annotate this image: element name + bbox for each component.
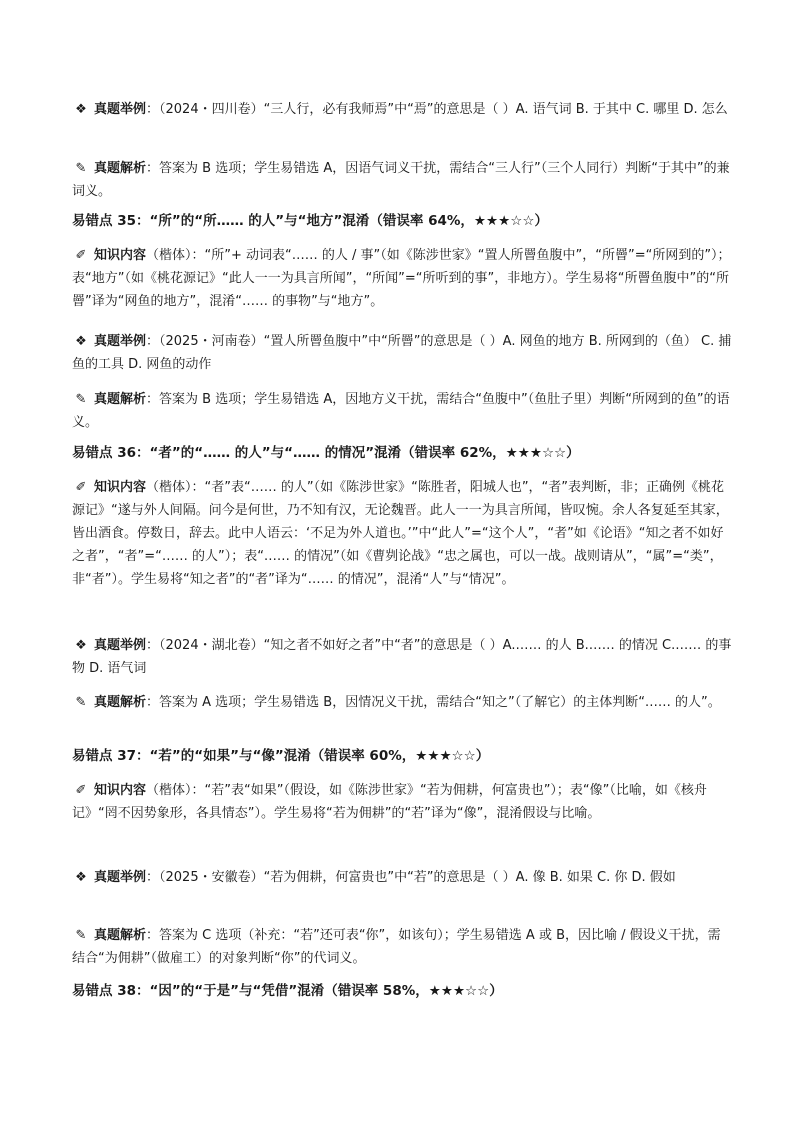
knowledge-label: 知识内容 [94, 783, 147, 798]
analysis-text: ：答案为 B 选项；学生易错选 A，因语气词义干扰，需结合“三人行”（三个人同行）判断“于其中”的兼词义。 [72, 161, 730, 199]
knowledge-content-35 [72, 244, 732, 313]
example-text: ：（2025・河南卷）“置人所罾鱼腹中”中“所罾”的意思是（ ）A. 网鱼的地方 B. 所网到的（鱼） C. 捕鱼的工具 D. 网鱼的动作 [72, 334, 732, 372]
pen-icon: ✐ [75, 480, 87, 495]
knowledge-content-37 [72, 779, 732, 825]
example-label: 真题举例 [94, 638, 147, 653]
exam-analysis-2 [72, 388, 732, 434]
error-point-heading-35: 易错点 35：“所”的“所…… 的人”与“地方”混淆（错误率 64%，★★★☆☆） [72, 213, 548, 229]
exam-example-2 [72, 330, 732, 376]
knowledge-text: （楷体）：“若”表“如果”（假设，如《陈涉世家》“若为佣耕，何富贵也”）；表“像”（比喻，如《核舟记》“罔不因势象形，各具情态”）。学生易将“若为佣耕”的“若”译为“像”，混淆假设与比喻。 [72, 783, 707, 821]
example-text: ：（2024・湖北卷）“知之者不如好之者”中“者”的意思是（ ）A.…… 的人 B.…… 的情况 C.…… 的事物 D. 语气词 [72, 638, 732, 676]
error-point-heading-38: 易错点 38：“因”的“于是”与“凭借”混淆（错误率 58%，★★★☆☆） [72, 983, 503, 999]
analysis-label: 真题解析 [94, 928, 147, 943]
knowledge-text: （楷体）：“所”+ 动词表“…… 的人 / 事”（如《陈涉世家》“置人所罾鱼腹中”，“所罾”=“所网到的”）；表“地方”（如《桃花源记》“此人一一为具言所闻”，“所闻”=“所听到的事”，非地方）。学生易将“所罾鱼腹中”的“所罾”译为“网鱼的地方”，混淆“…… 的事物”与“地方”。 [72, 248, 731, 309]
analysis-text: ：答案为 C 选项（补充：“若”还可表“你”，如该句）；学生易错选 A 或 B，因比喻 / 假设义干扰，需结合“为佣耕”（做雇工）的对象判断“你”的代词义。 [72, 928, 721, 966]
pencil-icon: ✎ [75, 161, 87, 176]
pen-icon: ✐ [75, 783, 87, 798]
analysis-text: ：答案为 B 选项；学生易错选 A，因地方义干扰，需结合“鱼腹中”（鱼肚子里）判断“所网到的鱼”的语义。 [72, 392, 730, 430]
pencil-icon: ✎ [75, 928, 87, 943]
pencil-icon: ✎ [75, 392, 87, 407]
example-label: 真题举例 [94, 102, 147, 117]
knowledge-label: 知识内容 [94, 248, 147, 263]
exam-example-4 [72, 866, 732, 889]
knowledge-text: （楷体）：“者”表“…… 的人”（如《陈涉世家》“陈胜者，阳城人也”，“者”表判断，非；正确例《桃花源记》“遂与外人间隔。问今是何世，乃不知有汉，无论魏晋。此人一一为具言所闻，皆叹惋。余人各复延至其家，皆出酒食。停数日，辞去。此中人语云：‘不足为外人道也。’”中“此人”=“这个人”，“者”如《论语》“知之者不如好之者”，“者”=“…… 的人”）；表“…… 的情况”（如《曹刿论战》“忠之属也，可以一战。战则请从”，“属”=“类”，非“者”）。学生易将“知之者”的“者”译为“…… 的情况”，混淆“人”与“情况”。 [72, 480, 729, 587]
exam-analysis-3 [72, 691, 732, 714]
knowledge-label: 知识内容 [94, 480, 147, 495]
analysis-label: 真题解析 [94, 161, 147, 176]
diamond-icon: ❖ [75, 102, 87, 117]
exam-example-3 [72, 634, 732, 680]
exam-analysis-4 [72, 924, 732, 970]
error-point-heading-37: 易错点 37：“若”的“如果”与“像”混淆（错误率 60%，★★★☆☆） [72, 748, 490, 764]
analysis-text: ：答案为 A 选项；学生易错选 B，因情况义干扰，需结合“知之”（了解它）的主体判断“…… 的人”。 [146, 695, 721, 710]
exam-example-1 [72, 98, 732, 121]
example-text: ：（2025・安徽卷）“若为佣耕，何富贵也”中“若”的意思是（ ）A. 像 B. 如果 C. 你 D. 假如 [146, 870, 676, 885]
error-point-heading-36: 易错点 36：“者”的“…… 的人”与“…… 的情况”混淆（错误率 62%，★★★☆☆） [72, 445, 580, 461]
diamond-icon: ❖ [75, 334, 87, 349]
exam-analysis-1 [72, 157, 732, 203]
pencil-icon: ✎ [75, 695, 87, 710]
example-label: 真题举例 [94, 334, 147, 349]
analysis-label: 真题解析 [94, 695, 147, 710]
pen-icon: ✐ [75, 248, 87, 263]
example-text: ：（2024・四川卷）“三人行，必有我师焉”中“焉”的意思是（ ）A. 语气词 B. 于其中 C. 哪里 D. 怎么 [146, 102, 728, 117]
analysis-label: 真题解析 [94, 392, 147, 407]
knowledge-content-36 [72, 476, 732, 591]
example-label: 真题举例 [94, 870, 147, 885]
diamond-icon: ❖ [75, 870, 87, 885]
diamond-icon: ❖ [75, 638, 87, 653]
